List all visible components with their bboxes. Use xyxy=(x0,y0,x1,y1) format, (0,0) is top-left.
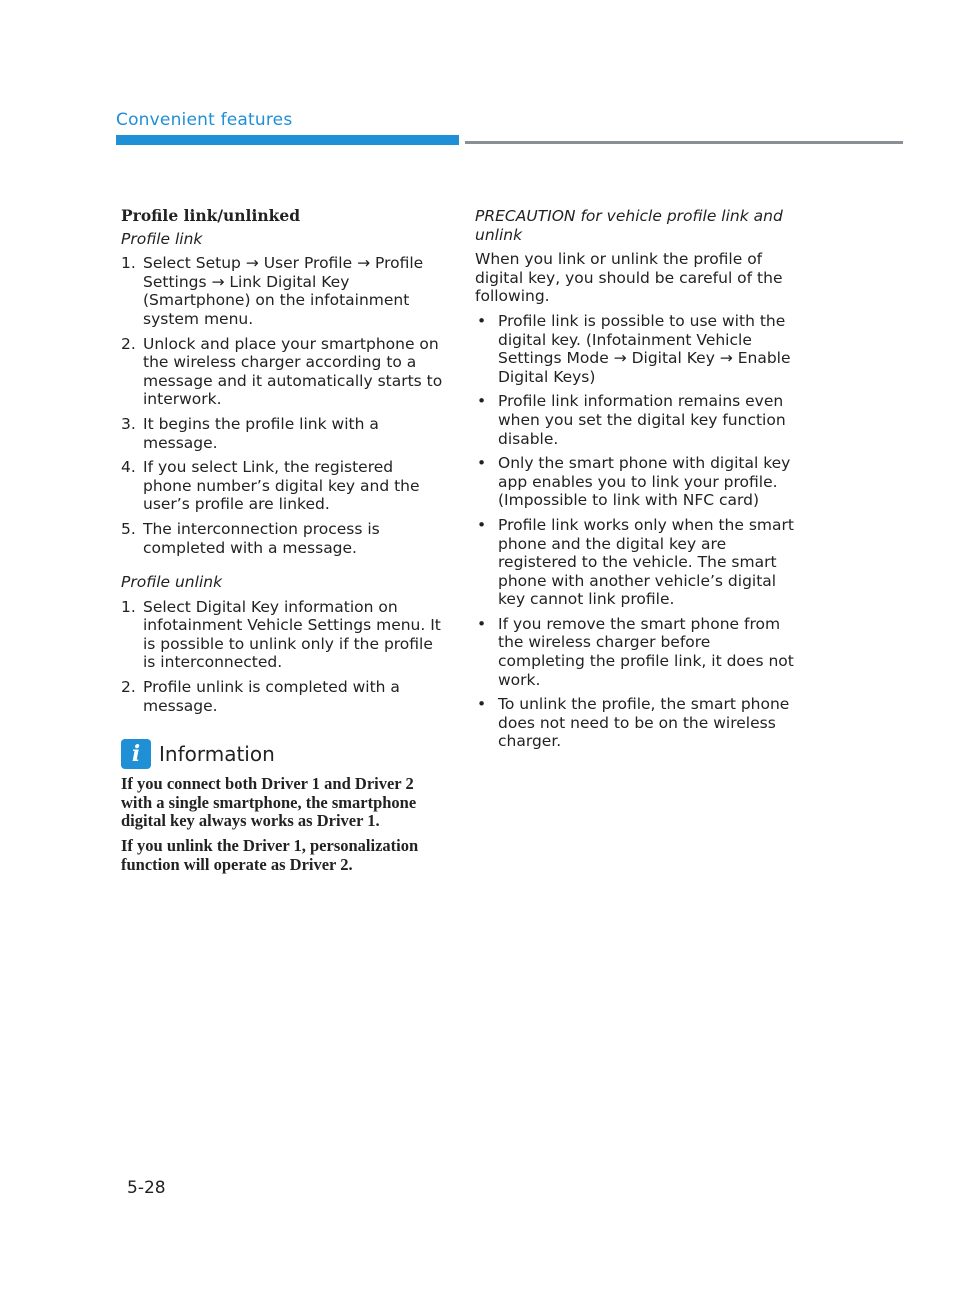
list-item xyxy=(475,454,797,510)
list-item xyxy=(121,678,445,715)
list-item xyxy=(475,392,797,448)
section-heading: Profile link/unlinked xyxy=(121,206,301,225)
left-column xyxy=(121,207,445,880)
bullet-text: Profile link is possible to use with the digital key. (Infotainment Vehicle Settings Mode → Digital Key → Enable Digital Keys) xyxy=(498,311,791,386)
bullet-icon: • xyxy=(477,392,487,411)
profile-link-steps xyxy=(121,254,445,557)
list-item xyxy=(121,520,445,557)
list-item xyxy=(121,335,445,409)
bullet-text: If you remove the smart phone from the wireless charger before completing the profile link, it does not work. xyxy=(498,614,794,689)
profile-unlink-steps xyxy=(121,598,445,716)
precaution-intro: When you link or unlink the profile of digital key, you should be careful of the following. xyxy=(475,250,783,306)
bullet-text: To unlink the profile, the smart phone does not need to be on the wireless charger. xyxy=(498,695,790,751)
information-title: Information xyxy=(159,741,275,766)
section-title: Convenient features xyxy=(116,110,293,130)
list-item xyxy=(475,695,797,751)
list-item xyxy=(475,615,797,689)
right-column xyxy=(475,207,797,757)
step-text: The interconnection process is completed with a message. xyxy=(143,519,380,557)
bullet-icon: • xyxy=(477,311,487,330)
header-rule xyxy=(465,141,903,144)
info-icon: i xyxy=(121,739,151,769)
step-number: 2. xyxy=(121,678,136,697)
list-item xyxy=(121,598,445,672)
step-number: 2. xyxy=(121,334,136,353)
bullet-icon: • xyxy=(477,454,487,473)
information-text: If you connect both Driver 1 and Driver 2 with a single smartphone, the smartphone digital key always works as Driver 1. xyxy=(121,774,417,831)
step-text: If you select Link, the registered phone number’s digital key and the user’s profile are linked. xyxy=(143,458,420,514)
information-header xyxy=(121,739,445,769)
step-number: 3. xyxy=(121,414,136,433)
bullet-icon: • xyxy=(477,515,487,534)
step-number: 1. xyxy=(121,254,136,273)
bullet-icon: • xyxy=(477,614,487,633)
bullet-text: Profile link works only when the smart phone and the digital key are registered to the vehicle. The smart phone with another vehicle’s digital key cannot link profile. xyxy=(498,515,794,609)
bullet-text: Only the smart phone with digital key app enables you to link your profile. (Impossible to link with NFC card) xyxy=(498,454,791,510)
step-text: It begins the profile link with a message. xyxy=(143,414,379,452)
bullet-icon: • xyxy=(477,695,487,714)
step-number: 5. xyxy=(121,519,136,538)
list-item xyxy=(475,516,797,609)
information-text: If you unlink the Driver 1, personalization function will operate as Driver 2. xyxy=(121,836,419,874)
profile-link-title: Profile link xyxy=(121,229,203,248)
information-box xyxy=(121,739,445,874)
list-item xyxy=(475,312,797,386)
list-item xyxy=(121,254,445,328)
step-number: 4. xyxy=(121,458,136,477)
profile-unlink-title: Profile unlink xyxy=(121,573,223,592)
bullet-text: Profile link information remains even when you set the digital key function disable. xyxy=(498,392,786,448)
precaution-bullets xyxy=(475,312,797,751)
header-accent-bar xyxy=(116,135,459,145)
step-text: Profile unlink is completed with a message. xyxy=(143,678,400,715)
list-item xyxy=(121,415,445,452)
list-item xyxy=(121,458,445,514)
page-number: 5-28 xyxy=(127,1178,166,1198)
step-text: Select Digital Key information on infotainment Vehicle Settings menu. It is possible to unlink only if the profile is interconnected. xyxy=(143,597,441,672)
step-text: Unlock and place your smartphone on the wireless charger according to a message and it automatically starts to interwork. xyxy=(143,334,443,409)
step-text: Select Setup → User Profile → Profile Settings → Link Digital Key (Smartphone) on the infotainment system menu. xyxy=(143,254,424,328)
precaution-title: PRECAUTION for vehicle profile link and unlink xyxy=(475,207,783,244)
step-number: 1. xyxy=(121,597,136,616)
